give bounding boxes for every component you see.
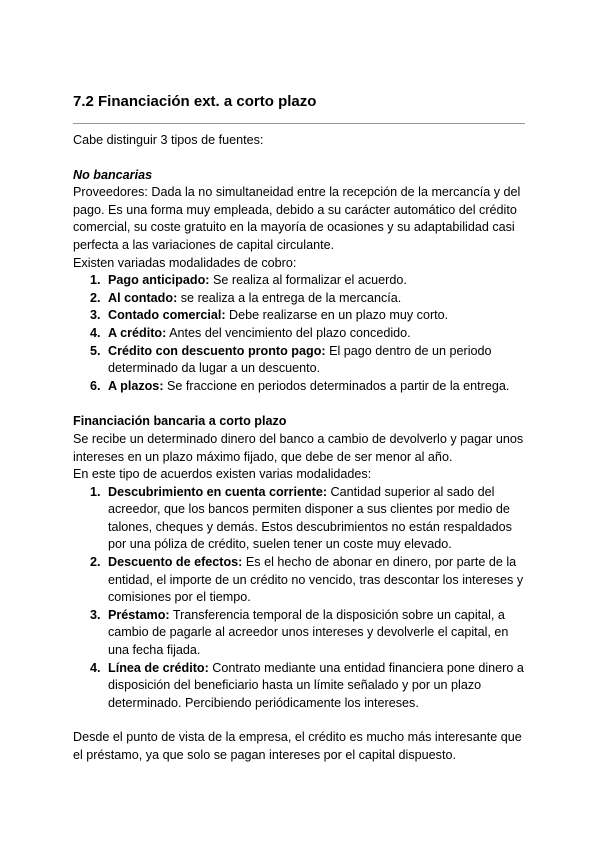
list-item-text: Cantidad superior al sado del acreedor, que los bancos permiten disponer a sus clientes por medio de talones, cheques y demás. Estos descubrimientos no están respaldados por una póliza de crédito, suelen tener un coste muy elevado. — [108, 484, 512, 552]
list-item — [90, 607, 528, 660]
section-paragraph: Se recibe un determinado dinero del banco a cambio de devolverlo y pagar unos intereses en un plazo máximo fijado, que debe de ser menor al año. — [73, 431, 524, 464]
section-heading: Financiación bancaria a corto plazo — [73, 414, 287, 429]
list-item-number: 3. — [90, 607, 101, 622]
list-item-number: 4. — [90, 660, 101, 675]
list-item — [90, 554, 528, 607]
section-spacer — [73, 395, 528, 413]
list-item-term: Contado comercial: — [108, 308, 226, 323]
list-item-text: Contrato mediante una entidad financiera pone dinero a disposición del beneficiario hasta un límite señalado y por un plazo determinado. Percibiendo periódicamente los intereses. — [108, 660, 524, 710]
list-item-text: Se realiza al formalizar el acuerdo. — [209, 273, 407, 288]
section-paragraph: Proveedores: Dada la no simultaneidad entre la recepción de la mercancía y del pago. Es una forma muy empleada, debido a su carácter automático del crédito comercial, su coste gratuito en la mayoría de ocasiones y su adaptabilidad casi perfecta a las variaciones de capital circulante. — [73, 185, 521, 252]
list-item — [90, 660, 528, 713]
list-item — [90, 343, 528, 378]
list-intro: Existen variadas modalidades de cobro: — [73, 255, 297, 270]
list-intro: En este tipo de acuerdos existen varias modalidades: — [73, 467, 372, 482]
section-no-bancarias — [73, 167, 528, 396]
list-item-term: Descubrimiento en cuenta corriente: — [108, 484, 328, 499]
list-item — [90, 290, 528, 308]
list-item-term: Línea de crédito: — [108, 660, 209, 675]
title-divider — [73, 123, 525, 124]
list-item — [90, 307, 528, 325]
list-item — [90, 272, 528, 290]
conclusion-paragraph: Desde el punto de vista de la empresa, el crédito es mucho más interesante que el préstamo, ya que solo se pagan intereses por el capital dispuesto. — [73, 730, 522, 762]
list-item-number: 2. — [90, 290, 101, 305]
list-item-text: Se fraccione en periodos determinados a partir de la entrega. — [163, 378, 510, 393]
page-title: 7.2 Financiación ext. a corto plazo — [73, 93, 317, 110]
list-item-number: 4. — [90, 325, 101, 340]
section-heading: No bancarias — [73, 167, 153, 182]
list-item-term: A crédito: — [108, 325, 167, 340]
intro-text: Cabe distinguir 3 tipos de fuentes: — [73, 133, 264, 147]
payment-modes-list — [73, 272, 528, 395]
list-item-text: Antes del vencimiento del plazo concedido. — [166, 325, 411, 340]
list-item-text: Transferencia temporal de la disposición sobre un capital, a cambio de pagarle al acreedor unos intereses y devolverle el capital, en una fecha fijada. — [108, 607, 509, 658]
list-item-text: El pago dentro de un periodo determinado da lugar a un descuento. — [108, 343, 492, 376]
list-item-text: Debe realizarse en un plazo muy corto. — [225, 308, 449, 323]
list-item-number: 1. — [90, 273, 101, 288]
list-item-number: 3. — [90, 308, 101, 323]
bank-modes-list — [73, 484, 528, 713]
list-item-term: Crédito con descuento pronto pago: — [108, 343, 326, 358]
list-item-term: A plazos: — [108, 378, 164, 393]
list-item-number: 1. — [90, 484, 101, 499]
list-item-term: Pago anticipado: — [108, 273, 210, 288]
list-item-number: 2. — [90, 555, 101, 570]
list-item-number: 5. — [90, 343, 101, 358]
list-item-term: Descuento de efectos: — [108, 555, 243, 570]
section-bancaria — [73, 413, 528, 712]
list-item-text: Es el hecho de abonar en dinero, por parte de la entidad, el importe de un crédito no vencido, tras descontar los intereses y comisiones por el tiempo. — [108, 555, 524, 605]
section-spacer — [73, 712, 528, 729]
list-item — [90, 378, 528, 396]
list-item-term: Préstamo: — [108, 607, 170, 622]
document-page — [73, 92, 528, 765]
list-item-term: Al contado: — [108, 290, 178, 305]
list-item-text: se realiza a la entrega de la mercancía. — [177, 290, 402, 305]
list-item-number: 6. — [90, 378, 101, 393]
list-item — [90, 325, 528, 343]
list-item — [90, 484, 528, 554]
